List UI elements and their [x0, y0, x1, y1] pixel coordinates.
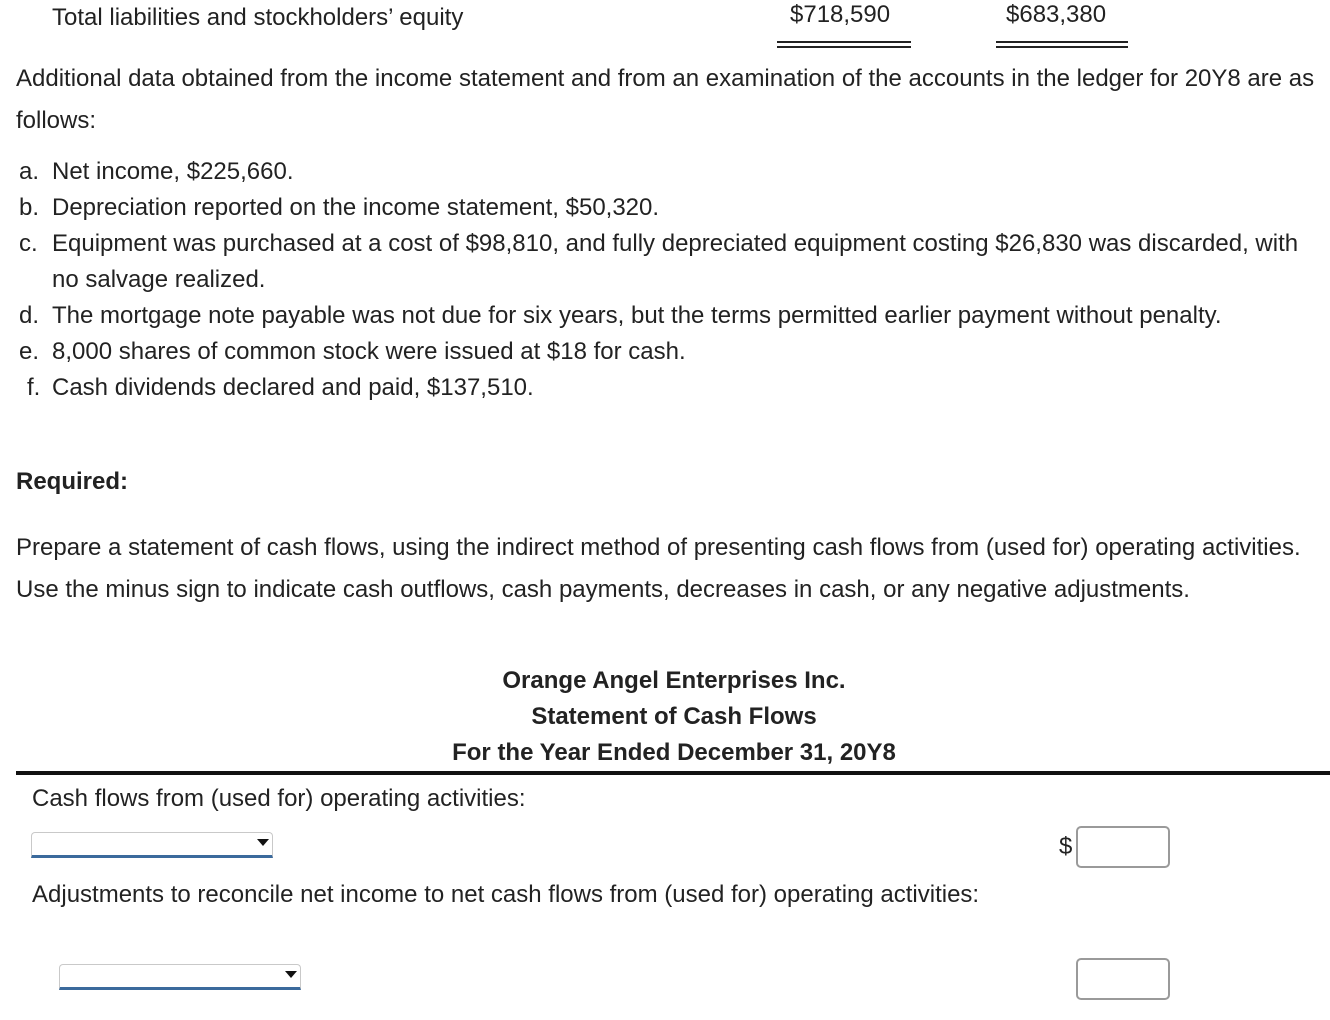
total-prior-year-amount: $683,380 [1006, 1, 1107, 28]
statement-period: For the Year Ended December 31, 20Y8 [452, 739, 896, 766]
double-underline-current [777, 41, 911, 48]
list-item [0, 370, 1307, 406]
net-income-amount-input[interactable] [1076, 826, 1170, 868]
net-income-line-dropdown[interactable] [31, 832, 273, 858]
dollar-sign: $ [1059, 833, 1073, 860]
list-marker: c. [19, 230, 38, 257]
adjustment-amount-input[interactable] [1076, 958, 1170, 1000]
caret-down-icon [285, 971, 297, 978]
adjustments-heading: Adjustments to reconcile net income to net cash flows from (used for) operating activities: [32, 881, 980, 908]
list-item [0, 154, 1307, 190]
list-marker: d. [19, 302, 40, 329]
list-item-text: Cash dividends declared and paid, $137,510. [52, 374, 534, 401]
list-item [0, 334, 1307, 370]
list-item [0, 298, 1307, 334]
additional-data-list [0, 154, 1330, 406]
header-rule [16, 771, 1330, 775]
adjustment-line-dropdown[interactable] [59, 964, 301, 990]
list-item [0, 226, 1307, 298]
double-underline-prior [996, 41, 1128, 48]
list-item-text: Equipment was purchased at a cost of $98,810, and fully depreciated equipment costing $26,830 was discarded, with no salvage realized. [52, 230, 1299, 293]
additional-data-intro: Additional data obtained from the income statement and from an examination of the accounts in the ledger for 20Y8 are as follows: [16, 65, 1315, 134]
operating-activities-heading: Cash flows from (used for) operating activities: [32, 785, 526, 812]
list-item [0, 190, 1307, 226]
list-marker: b. [19, 194, 40, 221]
list-marker: a. [19, 158, 40, 185]
required-heading: Required: [16, 468, 129, 495]
total-current-year-amount: $718,590 [790, 1, 891, 28]
list-item-text: The mortgage note payable was not due for six years, but the terms permitted earlier payment without penalty. [52, 302, 1222, 329]
caret-down-icon [257, 839, 269, 846]
list-item-text: 8,000 shares of common stock were issued at $18 for cash. [52, 338, 686, 365]
instructions-text: Prepare a statement of cash flows, using the indirect method of presenting cash flows from (used for) operating activities. Use the minus sign to indicate cash outflows, cash payments, decreases in cash, or any negative adjustments. [16, 534, 1301, 603]
total-liabilities-equity-label: Total liabilities and stockholders’ equity [52, 4, 464, 31]
list-marker: f. [27, 374, 41, 401]
statement-title: Statement of Cash Flows [531, 703, 817, 730]
list-item-text: Depreciation reported on the income statement, $50,320. [52, 194, 660, 221]
company-name: Orange Angel Enterprises Inc. [502, 667, 846, 694]
list-item-text: Net income, $225,660. [52, 158, 294, 185]
list-marker: e. [19, 338, 40, 365]
